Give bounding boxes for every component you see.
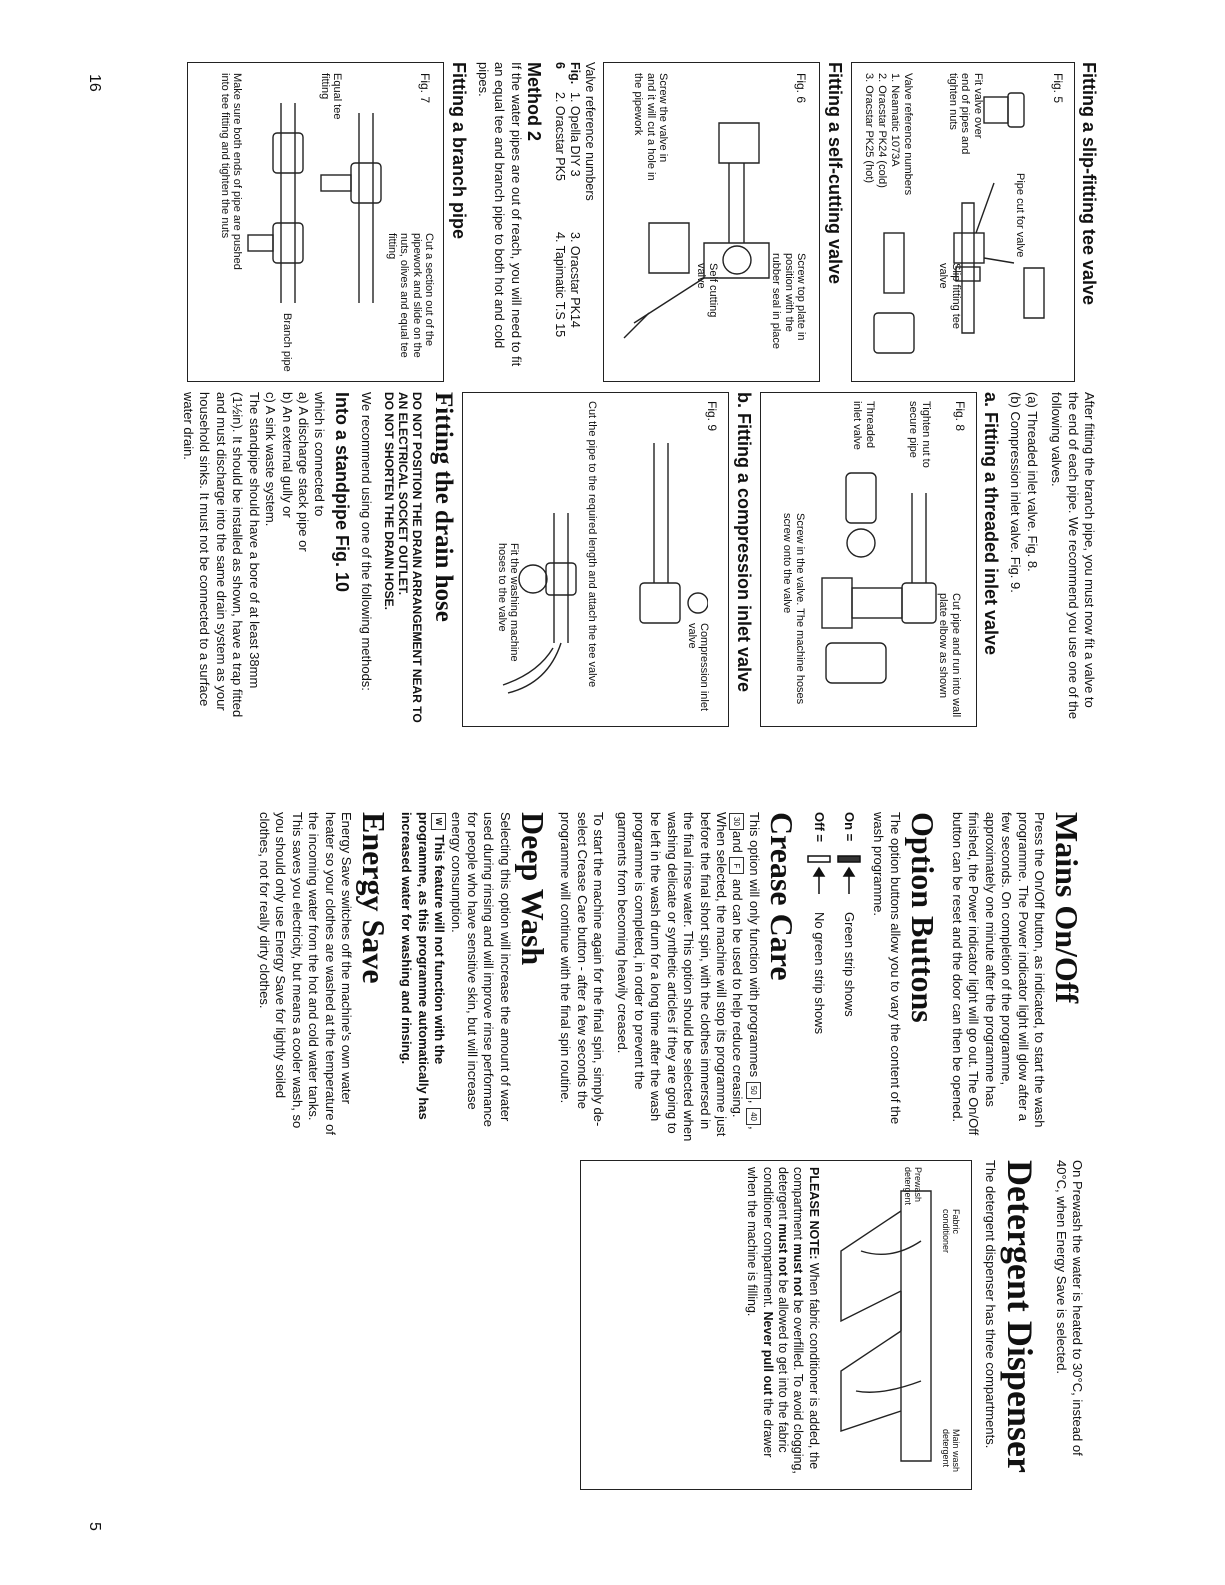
option-off-text: No green strip shows (811, 912, 827, 1035)
crease-care-heading: Crease Care (763, 812, 800, 981)
fig9-caption-compression: Compression inlet valve (685, 623, 711, 712)
mains-heading: Mains On/Off (1049, 812, 1085, 1004)
crease-care-text-2: To start the machine again for the final spin, simply de-select Crease Care button - after a few seconds the programme will continue with the final spin routine. (558, 812, 607, 1127)
figure-5-box (851, 62, 1075, 382)
valve-option-a: (a) Threaded inlet valve. Fig. 8. (1024, 392, 1040, 572)
standpipe-item-a: a) A discharge stack pipe or (295, 392, 311, 552)
option-on-row (836, 812, 862, 1142)
detergent-note (744, 1167, 821, 1483)
programme-f-icon: F (729, 857, 744, 874)
mains-text: Press the On/Off button, as indicated, to start the wash programme. The Power indicator light will glow after a few seconds. On completion of the programme, approximately one minute after the programme has finished, the Power indicator light will go out. The On/Off button can be reset and the door can then be opened. (949, 812, 1047, 1136)
fig9-caption-cut: Cut the pipe to the required length and attach the tee valve (586, 401, 599, 688)
fig5-caption-fit: Fit valve over end of pipes and tighten nuts (946, 73, 984, 155)
fig8-caption-threaded: Threaded inlet valve (851, 401, 876, 450)
wool-programme-icon: W (431, 813, 446, 830)
fig6-ref-2: 2. Oracstar PK5 (553, 92, 568, 181)
label-prewash-detergent: Prewash detergent (902, 1167, 923, 1206)
option-text: The option buttons allow you to vary the content of the wash programme. (871, 812, 903, 1125)
valve-option-b: (b) Compression inlet valve. Fig. 9. (1008, 392, 1024, 593)
option-on-label: On = (841, 812, 857, 842)
page-number-right: 5 (86, 1522, 103, 1531)
left-column-2 (172, 392, 1097, 727)
green-strip-off-icon (806, 852, 832, 898)
note-a: When fabric conditioner is added, the compartment (791, 1167, 821, 1470)
fig6-label: Fig. 6 (794, 73, 809, 104)
option-off-row (806, 812, 832, 1142)
fig6-caption-screw-top: Screw top plate in position with the rubber seal in place (770, 253, 808, 350)
self-cutting-heading: Fitting a self-cutting valve (824, 62, 845, 285)
programme-40-icon: 40 (746, 1108, 761, 1125)
valve-intro-text: After fitting the branch pipe, you must now fit a valve to the end of each pipe. We recommend you use one of the following valves. (1049, 392, 1097, 720)
programme-50-icon: 50 (746, 1082, 761, 1099)
figure-9-box (462, 392, 729, 727)
fig7-caption-make-sure: Make sure both ends of pipe are pushed into tee fitting and tighten the nuts (218, 73, 244, 270)
note-must-not-1: must not (791, 1243, 806, 1297)
fig7-illustration (243, 103, 403, 343)
detergent-drawer-illustration (831, 1181, 941, 1471)
branch-pipe-heading: Fitting a branch pipe (448, 62, 469, 240)
detergent-figure-box (580, 1160, 972, 1490)
fig9-illustration (473, 423, 708, 713)
note-d: the drawer when the machine is filling. (745, 1167, 775, 1458)
right-column-2 (580, 1160, 1085, 1490)
fig7-caption-cut: Cut a section out of the pipework and slide on the nuts, olives and equal tee fitting (385, 233, 436, 358)
note-never-pull-out: Never pull out (760, 1311, 775, 1395)
fig6-ref-4: 4. Tapimatic T.S 15 (553, 232, 568, 338)
fig5-ref-title: Valve reference numbers (901, 73, 914, 196)
energy-save-heading: Energy Save (356, 812, 393, 984)
fig7-caption-branch: Branch pipe (281, 313, 294, 372)
prewash-text: On Prewash the water is heated to 30°C, instead of 40°C, when Energy Save is selected. (1053, 1160, 1085, 1456)
fig6-caption-screw-valve: Screw the valve in and it will cut a hole in the pipework (632, 73, 670, 181)
figure-6-box (603, 62, 820, 382)
fig5-caption-pipe-cut: Pipe cut for valve (1013, 173, 1026, 258)
deep-wash-text: Selecting this option will increase the amount of water used during rinsing and will improve rinse performance for people who have sensitive skin, but will increase energy consumption. (448, 812, 513, 1128)
fig6-ref-1: 1. Opella DIY 3 (568, 92, 583, 177)
deep-wash-bold (398, 812, 447, 1142)
note-c: be allowed to get into the fabric conditioner compartment. (760, 1167, 790, 1453)
fig5-ref-1: 1. Neamatic 1073A (888, 73, 901, 167)
option-heading: Option Buttons (904, 812, 941, 1023)
threaded-heading: a. Fitting a threaded inlet valve (980, 392, 1001, 656)
drain-warning-2: DO NOT SHORTEN THE DRAIN HOSE. (382, 392, 397, 611)
option-on-text: Green strip shows (841, 912, 857, 1017)
drain-warning-1: DO NOT POSITION THE DRAIN ARRANGEMENT NEAR TO AN ELECTRICAL SOCKET OUTLET. (396, 392, 425, 723)
drain-text: We recommend using one of the following methods: (359, 392, 375, 691)
standpipe-intro: which is connected to (312, 392, 328, 517)
fig5-label: Fig. 5 (1050, 73, 1065, 104)
energy-save-text: Energy Save switches off the machine's own water heater so your clothes are washed at the temperature of the incoming water from the hot and cold water tanks. This saves you electricity, but means a cooler wash, so you should only use Energy Save for lightly soiled clothes, not for really dirty clothes. (257, 812, 355, 1136)
fig9-caption-fit: Fit the washing machine hoses to the valve (495, 543, 521, 662)
fig6-illustration (614, 103, 799, 363)
please-note-label: PLEASE NOTE: (806, 1167, 821, 1260)
fig9-label: Fig. 9 (705, 401, 720, 432)
crease-care-text-a: This option will only function with programmes (746, 812, 762, 1078)
fig6-ref-fig: Fig. 6 (553, 62, 583, 85)
label-fabric-conditioner: Fabric conditioner (940, 1209, 961, 1254)
note-must-not-2: must not (775, 1223, 790, 1277)
valve-options-list (1007, 392, 1040, 727)
label-main-wash-detergent: Main wash detergent (940, 1429, 961, 1473)
programme-30-icon: 30 (729, 813, 744, 830)
detergent-heading: Detergent Dispenser (1000, 1160, 1041, 1473)
crease-care-text: This option will only function with programmes 50, 40, 30and F and can be used to help reduce creasing. When selected, the machine will stop its programme just before the final short spin, with the clothes immersed in the final rinse water. This option should be selected when washing delicate or synthetic articles if they are going to be left in the wash drum for a long time after the wash programme is completed, in order to prevent the garments from becoming heavily creased. (615, 812, 762, 1142)
fig7-caption-equal-tee: Equal tee fitting (318, 73, 344, 120)
fig5-caption-slip-tee: Slip fitting tee valve (937, 263, 962, 330)
method2-heading: Method 2 (524, 62, 545, 141)
fig5-illustration (859, 83, 1054, 373)
standpipe-item-c: c) A sink waste system. (263, 392, 279, 527)
drain-hose-heading: Fitting the drain hose (430, 392, 458, 622)
fig8-caption-cut: Cut pipe and run into wall plate elbow as shown (937, 593, 962, 718)
fig5-ref-3: 3. Oracstar PK25 (hot) (862, 73, 875, 184)
standpipe-text: The standpipe should have a bore of at least 38mm (1½in). It should be installed as shown, have a trap fitted and must discharge into the same drain system as your household sinks. It must not be connected to a surface water drain. (181, 392, 262, 718)
page-number-left: 16 (86, 74, 103, 92)
figure-8-box (760, 392, 977, 727)
detergent-text: The detergent dispenser has three compartments. (983, 1160, 999, 1449)
fig6-ref-table (552, 62, 582, 382)
fig8-caption-tighten: Tighten nut to secure pipe (907, 401, 932, 468)
figure-7-box (187, 62, 444, 382)
slip-tee-heading: Fitting a slip-fitting tee valve (1079, 62, 1099, 306)
fig6-caption-self-cutting: Self cutting valve (694, 263, 720, 318)
compression-heading: b. Fitting a compression inlet valve (733, 392, 754, 693)
option-off-label: Off = (811, 812, 827, 842)
fig6-ref-title: Valve reference numbers (583, 62, 598, 201)
method2-text: If the water pipes are out of reach, you will need to fit an equal tee and branch pipe to both hot and cold pipes. (475, 62, 524, 367)
left-column-1 (187, 62, 1097, 382)
fig8-label: Fig. 8 (952, 401, 967, 432)
deep-wash-bold-text: This feature will not function with the programme, as this programme automatically has increased water for washing and rinsing. (399, 812, 448, 1120)
right-column-1 (248, 812, 1083, 1142)
fig7-label: Fig. 7 (418, 73, 433, 104)
fig5-ref-2: 2. Oracstar PK24 (cold) (875, 73, 888, 188)
green-strip-on-icon (836, 852, 862, 898)
crease-care-text-b: and can be used to help reduce creasing. When selected, the machine will stop its programme just before the final short spin, with the clothes immersed in the final rinse water. This option should be selected when washing delicate or synthetic articles if they are going to be left in the wash drum for a long time after the wash programme is completed, in order to prevent the garments from becoming heavily creased. (615, 812, 746, 1142)
note-b: be overfilled. To avoid clogging, detergent (775, 1167, 806, 1474)
fig8-illustration (806, 413, 946, 713)
deep-wash-heading: Deep Wash (514, 812, 551, 966)
fig8-caption-screw: Screw in the valve. The machine hoses screw onto the valve (781, 513, 806, 705)
standpipe-list (262, 392, 311, 727)
fig6-ref-3: 3. Oracstar PK14 (568, 232, 583, 328)
standpipe-heading: Into a standpipe Fig. 10 (331, 392, 352, 593)
standpipe-item-b: b) An external gully or (279, 392, 295, 518)
